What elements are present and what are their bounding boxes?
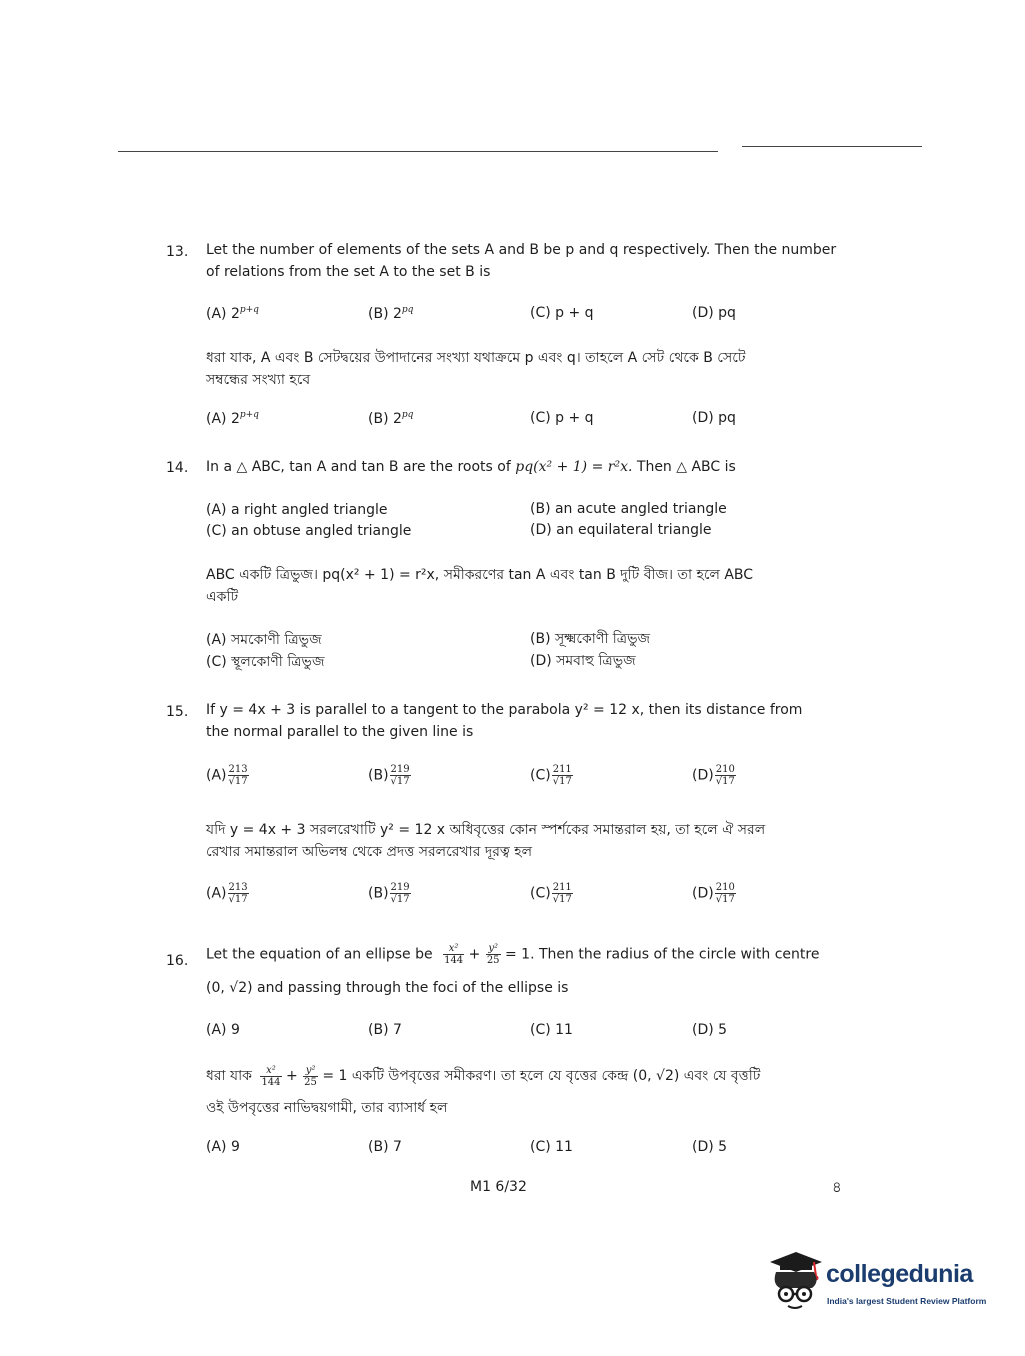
q16-bn-option-d: (D) 5 — [692, 1139, 728, 1155]
q14-text-line1: In a △ ABC, tan A and tan B are the roots of pq(x² + 1) = r²x. Then △ ABC is — [206, 459, 736, 475]
mascot-icon — [766, 1250, 826, 1314]
question-number: 16. — [166, 953, 189, 969]
q14-bn-option-b: (B) সূক্ষ্মকোণী ত্রিভুজ — [530, 631, 651, 647]
q14-bn-option-d: (D) সমবাহু ত্রিভুজ — [530, 653, 636, 669]
q14-option-d: (D) an equilateral triangle — [530, 522, 712, 538]
q13-option-c: (C) p + q — [530, 305, 594, 321]
q16-option-b: (B) 7 — [368, 1022, 402, 1038]
q16-bn-option-b: (B) 7 — [368, 1139, 402, 1155]
collegedunia-logo[interactable] — [766, 1250, 996, 1322]
q14-bn-option-a: (A) সমকোণী ত্রিভুজ — [206, 632, 322, 648]
q15-bn-option-a: (A) $\frac{213}{√17}$ — [206, 882, 248, 905]
brand-name: collegedunia — [826, 1260, 973, 1288]
q13-bn-option-d: (D) pq — [692, 410, 736, 426]
q15-bn-option-d: (D) $\frac{210}{√17}$ — [692, 882, 735, 905]
page-number: M1 6/32 — [470, 1179, 527, 1195]
q16-text-line1: Let the equation of an ellipse be $\frac{\text{x²}}{144}$ + $\frac{\text{y²}}{25}$ = 1. Then the radius of the circle with centre — [206, 943, 820, 966]
q15-option-d: (D) $\frac{210}{√17}$ — [692, 764, 735, 787]
q14-option-b: (B) an acute angled triangle — [530, 501, 727, 517]
q16-bn-option-c: (C) 11 — [530, 1139, 573, 1155]
q14-bengali-line1: ABC একটি ত্রিভুজ। pq(x² + 1) = r²x, সমীকরণের tan A এবং tan B দুটি বীজ। তা হলে ABC — [206, 567, 754, 583]
q15-bengali-line2: রেখার সমান্তরাল অভিলম্ব থেকে প্রদত্ত সরলরেখার দূরত্ব হল — [206, 844, 533, 860]
q16-option-a: (A) 9 — [206, 1022, 240, 1038]
q13-bn-option-b: (B) $2^{pq}$ — [368, 410, 414, 427]
q16-option-c: (C) 11 — [530, 1022, 573, 1038]
q16-option-d: (D) 5 — [692, 1022, 728, 1038]
q16-bn-option-a: (A) 9 — [206, 1139, 240, 1155]
q13-option-b: (B) $2^{pq}$ — [368, 305, 414, 322]
q14-option-c: (C) an obtuse angled triangle — [206, 523, 412, 539]
q16-bengali-line1: ধরা যাক $\frac{\text{x²}}{144}$ + $\frac{\text{y²}}{25}$ = 1 একটি উপবৃত্তের সমীকরণ। তা হলে যে বৃত্তের কেন্দ্র (0, √2) এবং যে বৃত্তটি — [206, 1064, 761, 1088]
q14-option-a: (A) a right angled triangle — [206, 502, 388, 518]
q13-bengali-line1: ধরা যাক, A এবং B সেটদ্বয়ের উপাদানের সংখ্যা যথাক্রমে p এবং q। তাহলে A সেট থেকে B সেটে — [206, 350, 746, 366]
question-number: 15. — [166, 704, 189, 720]
q13-bn-option-a: (A) $2^{p+q}$ — [206, 410, 259, 427]
q15-bengali-line1: যদি y = 4x + 3 সরলরেখাটি y² = 12 x অধিবৃত্তের কোন স্পর্শকের সমান্তরাল হয়, তা হলে ঐ সরল — [206, 822, 766, 838]
brand-tagline: India's largest Student Review Platform — [827, 1296, 987, 1306]
q14-bn-option-c: (C) স্থূলকোণী ত্রিভুজ — [206, 654, 325, 670]
q15-text-line2: the normal parallel to the given line is — [206, 724, 474, 740]
q13-bn-option-c: (C) p + q — [530, 410, 594, 426]
q13-option-a: (A) $2^{p+q}$ — [206, 305, 259, 322]
question-number: 14. — [166, 460, 189, 476]
header-rule-left — [118, 151, 718, 152]
q15-bn-option-b: (B) $\frac{219}{√17}$ — [368, 882, 410, 905]
q15-text-line1: If y = 4x + 3 is parallel to a tangent to the parabola y² = 12 x, then its distance from — [206, 702, 803, 718]
q15-option-b: (B) $\frac{219}{√17}$ — [368, 764, 410, 787]
q16-bengali-line2: ওই উপবৃত্তের নাভিদ্বয়গামী, তার ব্যাসার্ধ হল — [206, 1100, 448, 1116]
q13-text-line1: Let the number of elements of the sets A and B be p and q respectively. Then the number — [206, 242, 837, 258]
q13-text-line2: of relations from the set A to the set B is — [206, 264, 491, 280]
q16-text-line2: (0, √2) and passing through the foci of the ellipse is — [206, 980, 569, 996]
q15-option-c: (C) $\frac{211}{√17}$ — [530, 764, 572, 787]
page-mark-bengali: ৪ — [832, 1178, 842, 1196]
q15-option-a: (A) $\frac{213}{√17}$ — [206, 764, 248, 787]
q15-bn-option-c: (C) $\frac{211}{√17}$ — [530, 882, 572, 905]
header-rule-right — [742, 146, 922, 147]
q13-bengali-line2: সম্বন্ধের সংখ্যা হবে — [206, 372, 311, 388]
question-number: 13. — [166, 244, 189, 260]
q13-option-d: (D) pq — [692, 305, 736, 321]
q14-bengali-line2: একটি — [206, 589, 239, 605]
